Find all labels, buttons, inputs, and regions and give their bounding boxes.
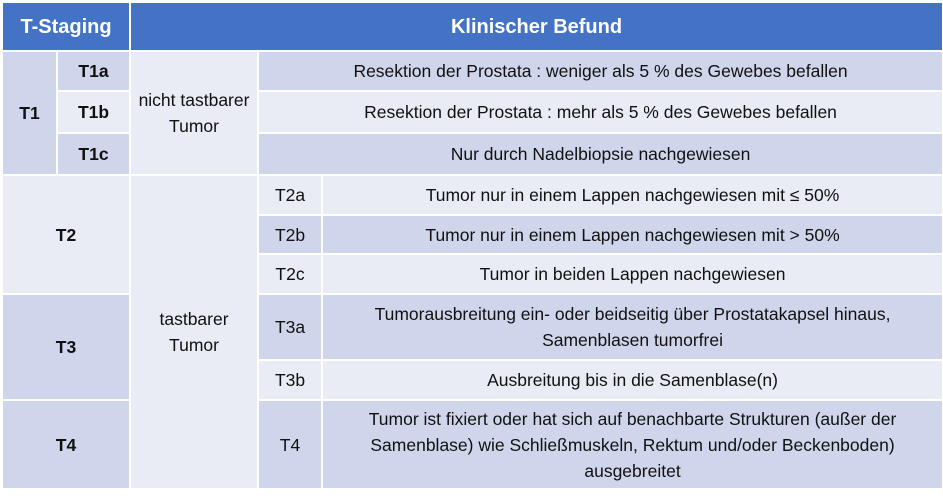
finding-t3b: Ausbreitung bis in die Samenblase(n) [322,360,943,400]
code-t1a: T1a [57,51,130,91]
stage-t1: T1 [2,51,57,175]
code-t3a: T3a [258,294,322,360]
code-t1b: T1b [57,91,130,133]
finding-t4: Tumor ist fixiert oder hat sich auf benachbarte Strukturen (außer der Samenblase) wie Schließmuskeln, Rektum und/oder Beckenboden) ausgebreitet [322,400,943,489]
finding-t2b: Tumor nur in einem Lappen nachgewiesen mit > 50% [322,215,943,254]
code-t1c: T1c [57,133,130,175]
finding-t2c: Tumor in beiden Lappen nachgewiesen [322,254,943,294]
finding-t1b: Resektion der Prostata : mehr als 5 % des Gewebes befallen [258,91,943,133]
code-t2b: T2b [258,215,322,254]
code-t2a: T2a [258,175,322,215]
t-staging-table [1,1,943,490]
header-t-staging: T-Staging [2,2,130,51]
header-clinical-finding: Klinischer Befund [130,2,943,51]
finding-t2a: Tumor nur in einem Lappen nachgewiesen mit ≤ 50% [322,175,943,215]
palpation-palpable: tastbarer Tumor [130,175,258,489]
finding-t3a: Tumorausbreitung ein- oder beidseitig über Prostatakapsel hinaus, Samenblasen tumorfrei [322,294,943,360]
stage-t4: T4 [2,400,130,489]
finding-t1c: Nur durch Nadelbiopsie nachgewiesen [258,133,943,175]
code-t4: T4 [258,400,322,489]
palpation-non-palpable: nicht tastbarer Tumor [130,51,258,175]
stage-t2: T2 [2,175,130,294]
finding-t1a: Resektion der Prostata : weniger als 5 % des Gewebes befallen [258,51,943,91]
stage-t3: T3 [2,294,130,400]
code-t2c: T2c [258,254,322,294]
code-t3b: T3b [258,360,322,400]
